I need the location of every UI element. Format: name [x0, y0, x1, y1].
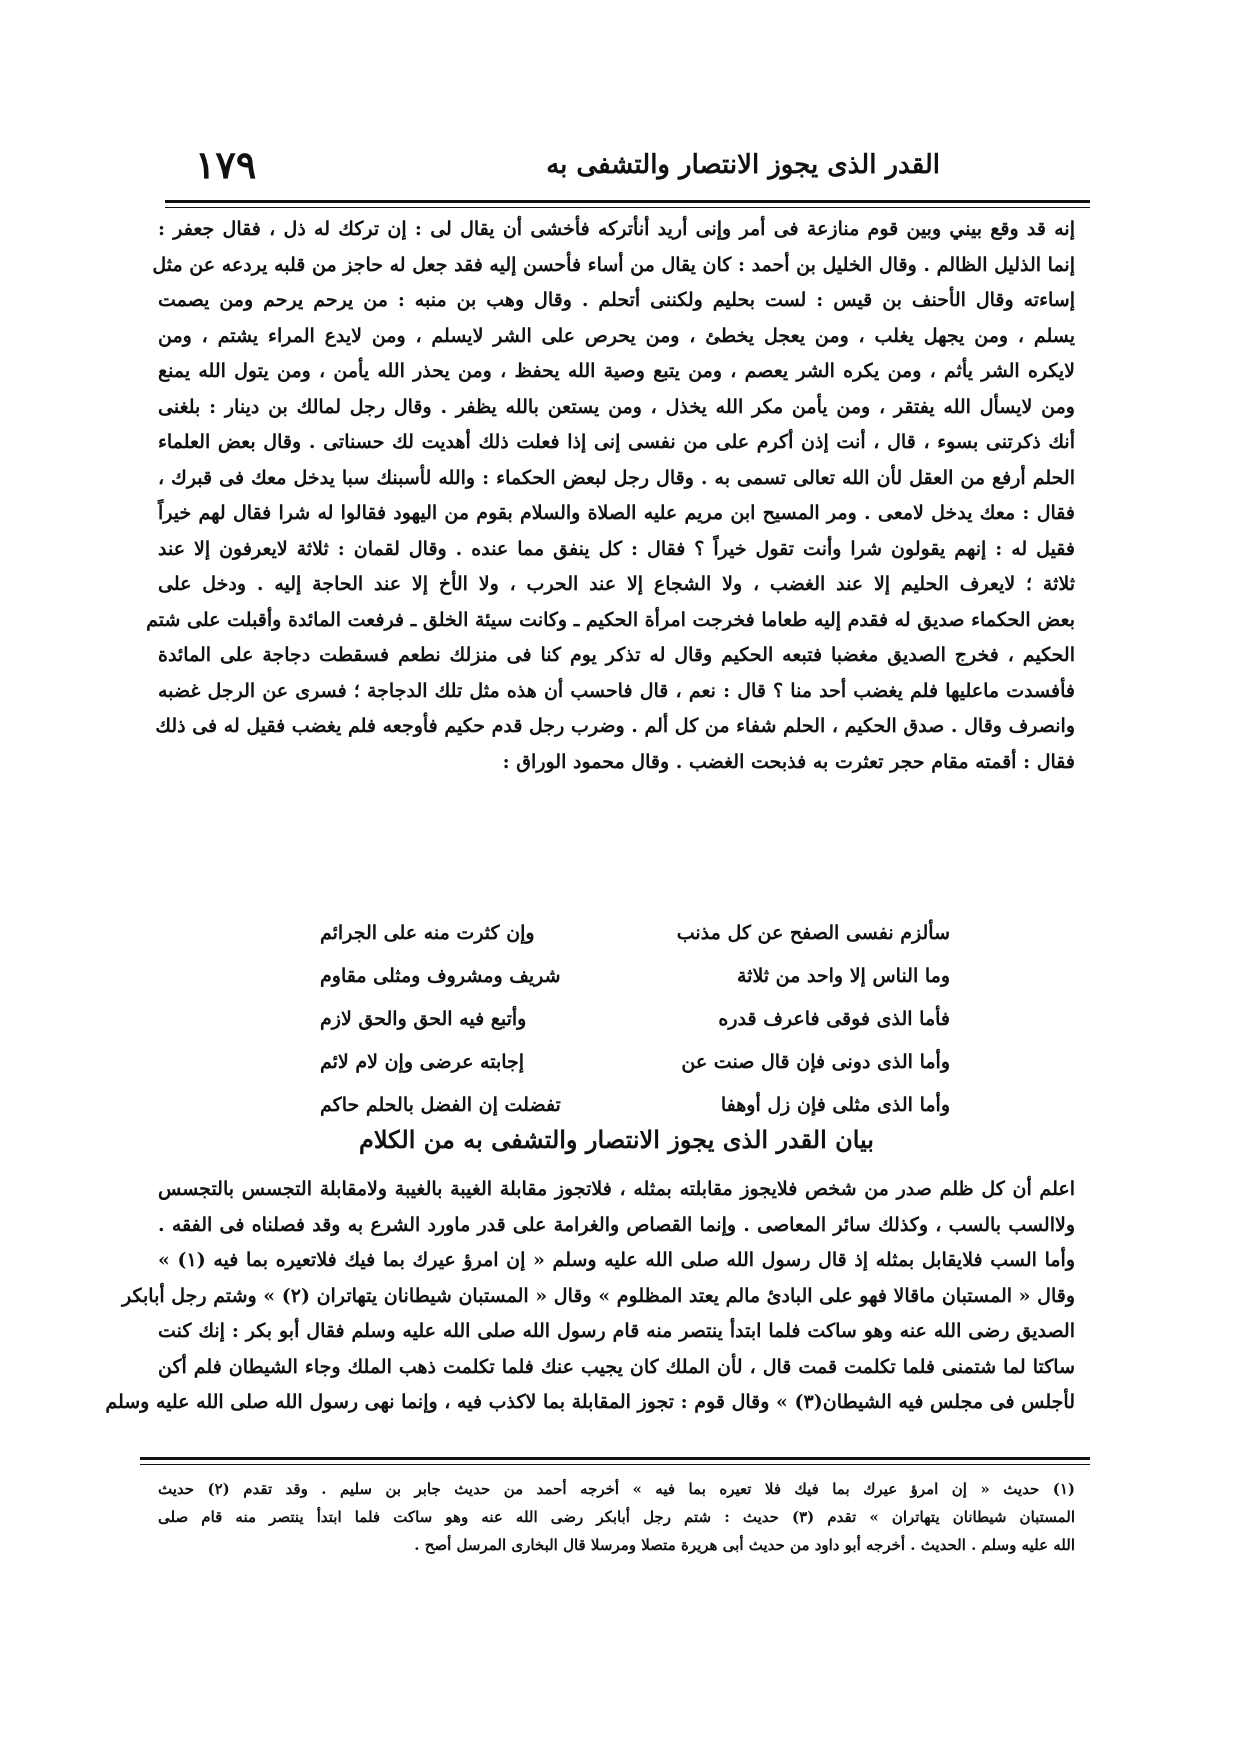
text-line: الصديق رضى الله عنه وهو ساكت فلما ابتدأ ينتصر منه قام رسول الله صلى الله عليه وسلم فقال أبو بكر : إنك كنت: [158, 1320, 1075, 1342]
page-number: ١٧٩: [195, 142, 257, 187]
text-line: وقال « المستبان ماقالا فهو على البادئ مالم يعتد المظلوم » وقال « المستبان شيطانان يتهاتران (٢) » وشتم رجل أبابكر: [122, 1284, 1075, 1307]
text-line: إنه قد وقع بيني وبين قوم منازعة فى أمر وإنى أريد أنأتركه فأخشى أن يقال لى : إن تركك له ذل ، فقال جعفر :: [158, 218, 1075, 240]
verse-first-hemistich: فأما الذى فوقى فاعرف قدره: [718, 1008, 950, 1030]
verse-first-hemistich: سألزم نفسى الصفح عن كل مذنب: [676, 922, 950, 944]
text-line: أنك ذكرتنى بسوء ، قال ، أنت إذن أكرم على من نفسى إنى إذا فعلت ذلك أهديت لك حسناتى . وقال بعض العلماء: [158, 431, 1075, 453]
footnote-line: الله عليه وسلم . الحديث . أخرجه أبو داود من حديث أبى هريرة متصلا ومرسلا قال البخارى المرسل أصح .: [414, 1536, 1075, 1554]
verse: [320, 1041, 950, 1084]
text-line: يسلم ، ومن يجهل يغلب ، ومن يعجل يخطئ ، ومن يحرص على الشر لايسلم ، ومن لايدع المراء يشتم ، ومن: [158, 324, 1075, 347]
text-line: ولاالسب بالسب ، وكذلك سائر المعاصى . وإنما القصاص والغرامة على قدر ماورد الشرع به وقد فصلناه فى الفقه .: [158, 1213, 1075, 1236]
poem: [320, 912, 950, 1127]
text-line: لأجلس فى مجلس فيه الشيطان(٣) » وقال قوم : تجوز المقابلة بما لاكذب فيه ، وإنما نهى رسول الله صلى الله عليه وسلم: [105, 1391, 1075, 1413]
verse-second-hemistich: شريف ومشروف ومثلى مقاوم: [320, 965, 561, 987]
verse-first-hemistich: وأما الذى دونى فإن قال صنت عن: [681, 1051, 950, 1073]
main-text: [146, 212, 1075, 780]
text-line: وأما السب فلايقابل بمثله إذ قال رسول الله صلى الله عليه وسلم « إن امرؤ عيرك بما فيك فلاتعيره بما فيه (١) »: [158, 1249, 1075, 1271]
verse-second-hemistich: وإن كثرت منه على الجرائم: [320, 922, 535, 944]
text-line: إساءته وقال الأحنف بن قيس : لست بحليم ولكننى أتحلم . وقال وهب بن منبه : من يرحم يرحم ومن يصمت: [158, 289, 1075, 311]
footnote-rule-thin: [140, 1464, 1090, 1465]
verse: [320, 1084, 950, 1127]
text-line: بعض الحكماء صديق له فقدم إليه طعاما فخرجت امرأة الحكيم ـ وكانت سيئة الخلق ـ فرفعت المائدة وأقبلت على شتم: [146, 608, 1075, 631]
text-line: فأفسدت ماعليها فلم يغضب أحد منا ؟ قال : نعم ، قال فاحسب أن هذه مثل تلك الدجاجة ؛ فسرى عن الرجل غضبه: [158, 679, 1075, 702]
header-rule: [165, 200, 1090, 208]
text-line: ثلاثة ؛ لايعرف الحليم إلا عند الغضب ، ولا الشجاع إلا عند الحرب ، ولا الأخ إلا عند الحاجة إليه . ودخل على: [158, 573, 1075, 595]
running-title: القدر الذى يجوز الانتصار والتشفى به: [546, 150, 940, 180]
text-line: فقال : أقمته مقام حجر تعثرت به فذبحت الغضب . وقال محمود الوراق :: [502, 750, 1075, 773]
text-line: فقيل له : إنهم يقولون شرا وأنت تقول خيراً ؟ فقال : كل ينفق مما عنده . وقال لقمان : ثلاثة لايعرفون إلا عند: [158, 537, 1075, 560]
section-text: [105, 1172, 1075, 1421]
text-line: إنما الذليل الظالم . وقال الخليل بن أحمد : كان يقال من أساء فأحسن إليه فقد جعل له حاجز من قلبه يردعه عن مثل: [152, 253, 1075, 276]
verse: [320, 912, 950, 955]
text-line: فقال : معك يدخل لامعى . ومر المسيح ابن مريم عليه الصلاة والسلام بقوم من اليهود فقالوا له شرا فقال لهم خيراً: [158, 502, 1075, 524]
text-line: وانصرف وقال . صدق الحكيم ، الحلم شفاء من كل ألم . وضرب رجل قدم حكيم فأوجعه فلم يغضب فقيل له فى ذلك: [155, 715, 1075, 737]
verse: [320, 998, 950, 1041]
section-heading: بيان القدر الذى يجوز الانتصار والتشفى به من الكلام: [359, 1125, 874, 1154]
footnotes: [158, 1475, 1075, 1559]
footnote-line: (١) حديث « إن امرؤ عيرك بما فيك فلا تعيره بما فيه » أخرجه أحمد من حديث جابر بن سليم . وقد تقدم (٢) حديث: [158, 1480, 1075, 1498]
text-line: ساكتا لما شتمنى فلما تكلمت قمت قال ، لأن الملك كان يجيب عنك فلما تكلمت ذهب الملك وجاء الشيطان فلم أكن: [158, 1355, 1075, 1378]
verse-second-hemistich: إجابته عرضى وإن لام لائم: [320, 1051, 525, 1073]
text-line: الحلم أرفع من العقل لأن الله تعالى تسمى به . وقال رجل لبعض الحكماء : والله لأسبنك سبا يدخل معك فى قبرك ،: [158, 466, 1075, 489]
verse-second-hemistich: وأتبع فيه الحق والحق لازم: [320, 1008, 527, 1030]
verse-first-hemistich: وأما الذى مثلى فإن زل أوهفا: [720, 1094, 950, 1116]
text-line: لايكره الشر يأثم ، ومن يكره الشر يعصم ، ومن يتبع وصية الله يحفظ ، ومن يحذر الله يأمن ، ومن يتول الله يمنع: [158, 360, 1075, 382]
footnote-line: المستبان شيطانان يتهاتران » تقدم (٣) حديث : شتم رجل أبابكر رضى الله عنه وهو ساكت فلما ابتدأ ينتصر منه قام صلى: [158, 1508, 1075, 1526]
verse-second-hemistich: تفضلت إن الفضل بالحلم حاكم: [320, 1094, 561, 1116]
text-line: الحكيم ، فخرج الصديق مغضبا فتبعه الحكيم وقال له تذكر يوم كنا فى منزلك نطعم فسقطت دجاجة على المائدة: [158, 644, 1075, 666]
text-line: اعلم أن كل ظلم صدر من شخص فلايجوز مقابلته بمثله ، فلاتجوز مقابلة الغيبة بالغيبة ولامقابلة التجسس بالتجسس: [158, 1178, 1075, 1200]
text-line: ومن لايسأل الله يفتقر ، ومن يأمن مكر الله يخذل ، ومن يستعن بالله يظفر . وقال رجل لمالك بن دينار : بلغنى: [158, 395, 1075, 418]
footnote-rule: [140, 1457, 1090, 1460]
verse: [320, 955, 950, 998]
page-header: [165, 142, 1070, 200]
verse-first-hemistich: وما الناس إلا واحد من ثلاثة: [736, 965, 950, 987]
